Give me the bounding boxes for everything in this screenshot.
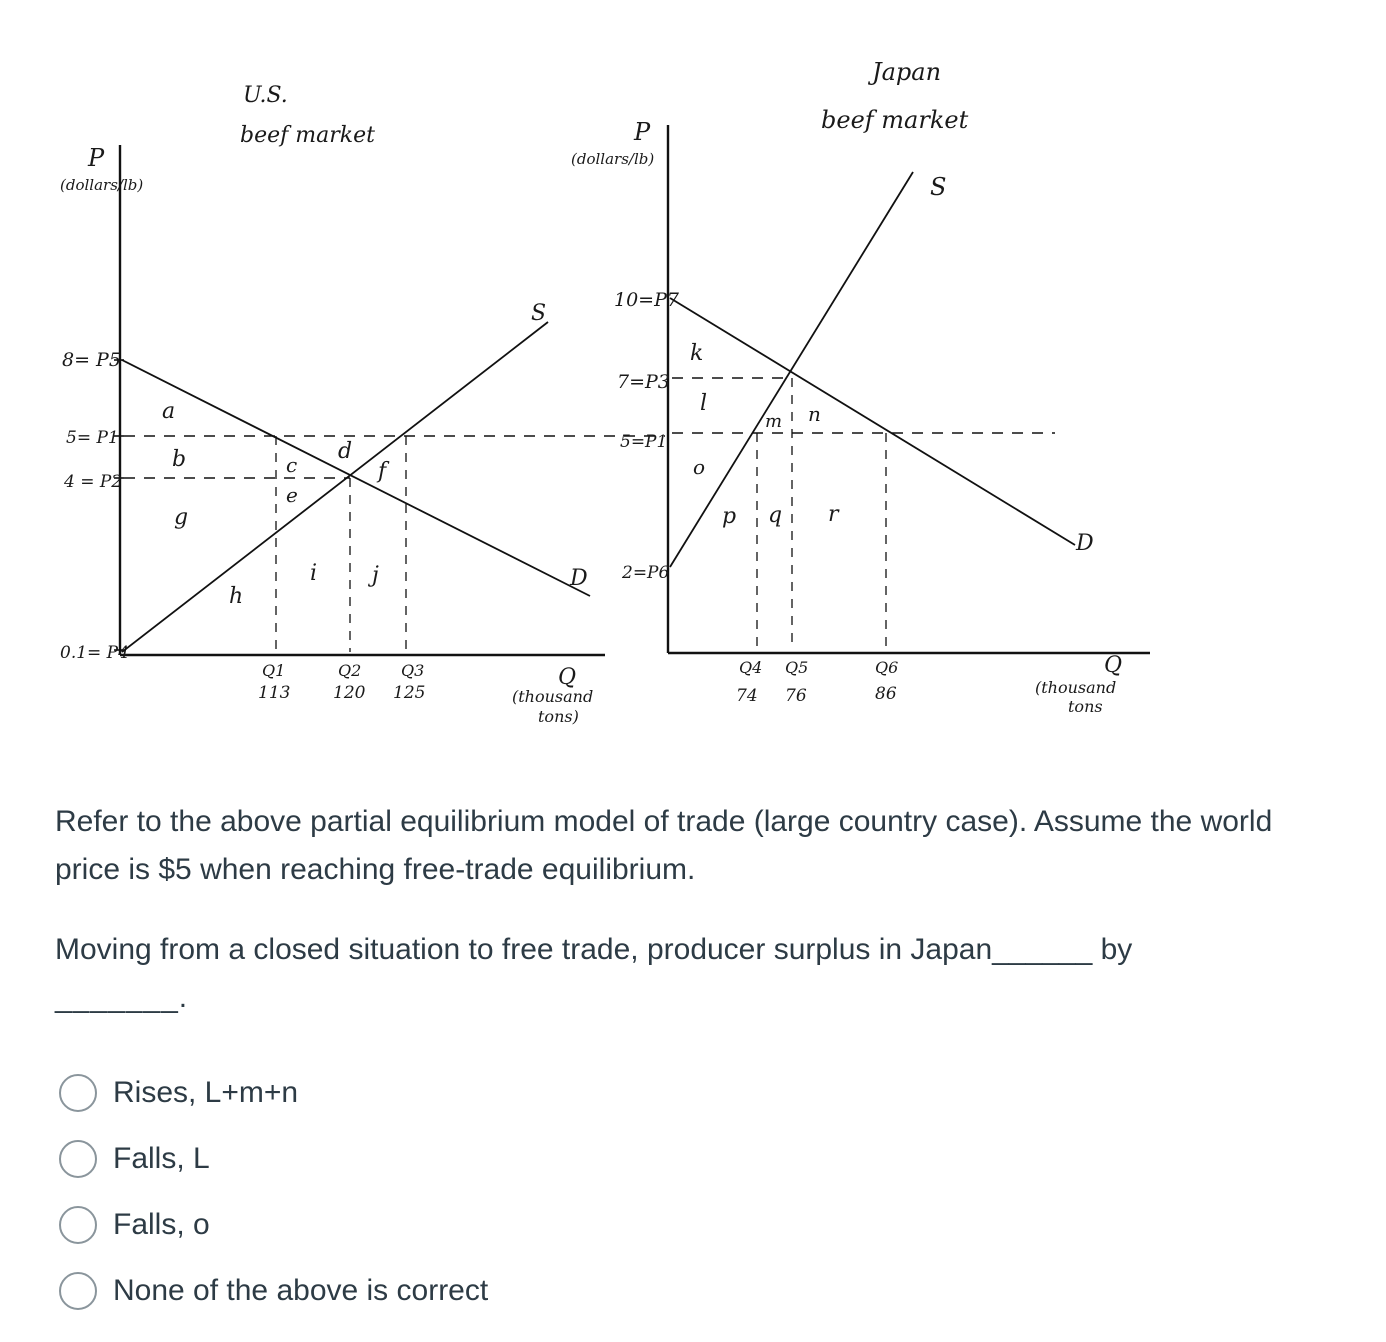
us-area-g: g	[174, 505, 189, 530]
japan-area-n: n	[808, 402, 821, 426]
us-price-p4: 0.1= P4	[60, 643, 129, 663]
answer-option-3[interactable]	[59, 1192, 959, 1258]
japan-supply-curve	[670, 172, 913, 567]
japan-price-p3: 7=P3	[617, 371, 670, 393]
question-block	[55, 798, 1345, 1022]
us-market-panel	[60, 83, 668, 726]
radio-button[interactable]	[59, 1074, 97, 1112]
us-price-p1: 5= P1	[66, 428, 119, 448]
us-axis-q-unit-2: tons)	[538, 707, 579, 726]
us-q2-label: Q2	[338, 661, 362, 680]
japan-q5-value: 76	[785, 686, 807, 706]
japan-price-p7: 10=P7	[614, 289, 679, 311]
radio-button[interactable]	[59, 1206, 97, 1244]
us-area-c: c	[286, 453, 298, 477]
japan-demand-label: D	[1076, 531, 1094, 556]
japan-area-r: r	[828, 502, 839, 527]
answer-option-1[interactable]	[59, 1060, 959, 1126]
japan-market-panel	[571, 58, 1150, 716]
us-area-a: a	[162, 399, 176, 424]
us-title-line1: U.S.	[243, 83, 288, 108]
us-q3-label: Q3	[401, 661, 425, 680]
japan-area-l: l	[700, 391, 708, 416]
us-price-p5: 8= P5	[62, 349, 121, 371]
answer-label: None of the above is correct	[113, 1274, 489, 1307]
japan-q6-label: Q6	[875, 658, 899, 677]
us-area-f: f	[378, 459, 387, 484]
question-blank: _______.	[55, 981, 189, 1014]
answer-option-4[interactable]	[59, 1258, 959, 1324]
answer-label: Rises, L+m+n	[113, 1076, 299, 1109]
japan-area-o: o	[693, 455, 706, 479]
japan-axis-p-label: P	[634, 118, 651, 146]
japan-area-p: p	[722, 504, 737, 529]
japan-title-line2: beef market	[821, 106, 969, 134]
japan-supply-label: S	[930, 173, 947, 201]
japan-q4-label: Q4	[739, 658, 763, 677]
us-axis-p-unit: (dollars/lb)	[60, 176, 144, 194]
answer-option-2[interactable]	[59, 1126, 959, 1192]
japan-axis-q-unit-1: (thousand	[1035, 678, 1117, 697]
answer-options	[59, 1060, 959, 1324]
japan-axis-q-unit-2: tons	[1068, 697, 1103, 716]
us-price-p2: 4 = P2	[64, 472, 123, 492]
japan-axis-p-unit: (dollars/lb)	[571, 150, 655, 168]
japan-title-line1: Japan	[872, 58, 942, 86]
answer-label: Falls, o	[113, 1208, 210, 1241]
us-axis-p-label: P	[88, 144, 105, 172]
japan-axis-q-label: Q	[1104, 653, 1123, 678]
us-area-d: d	[338, 439, 353, 464]
japan-price-p1: 5=P1	[620, 432, 668, 452]
answer-label: Falls, L	[113, 1142, 210, 1175]
us-title-line2: beef market	[240, 123, 375, 148]
us-area-i: i	[310, 561, 318, 586]
us-area-j: j	[372, 563, 379, 588]
japan-area-m: m	[765, 411, 783, 432]
radio-button[interactable]	[59, 1140, 97, 1178]
japan-price-p6: 2=P6	[622, 563, 670, 583]
us-q1-value: 113	[258, 683, 291, 703]
us-q1-label: Q1	[262, 661, 286, 680]
us-area-b: b	[172, 447, 187, 472]
japan-q4-value: 74	[736, 686, 758, 706]
us-axis-q-unit-1: (thousand	[512, 687, 594, 706]
us-supply-curve	[122, 322, 548, 652]
us-demand-label: D	[570, 566, 588, 591]
japan-q5-label: Q5	[785, 658, 809, 677]
japan-q6-value: 86	[875, 684, 897, 704]
question-paragraph-2	[55, 926, 1345, 1022]
us-q2-value: 120	[333, 683, 366, 703]
question-paragraph-1: Refer to the above partial equilibrium model of trade (large country case). Assume the world price is $5 when reaching free-trade equilibrium.	[55, 805, 1273, 886]
us-area-h: h	[229, 584, 244, 609]
japan-area-k: k	[690, 341, 704, 366]
us-area-e: e	[286, 483, 298, 507]
us-axis-q-label: Q	[558, 665, 577, 690]
us-q3-value: 125	[393, 683, 426, 703]
question-prompt: Moving from a closed situation to free trade, producer surplus in Japan______ by	[55, 933, 1133, 966]
japan-area-q: q	[768, 503, 783, 528]
us-supply-label: S	[531, 301, 547, 326]
radio-button[interactable]	[59, 1272, 97, 1310]
